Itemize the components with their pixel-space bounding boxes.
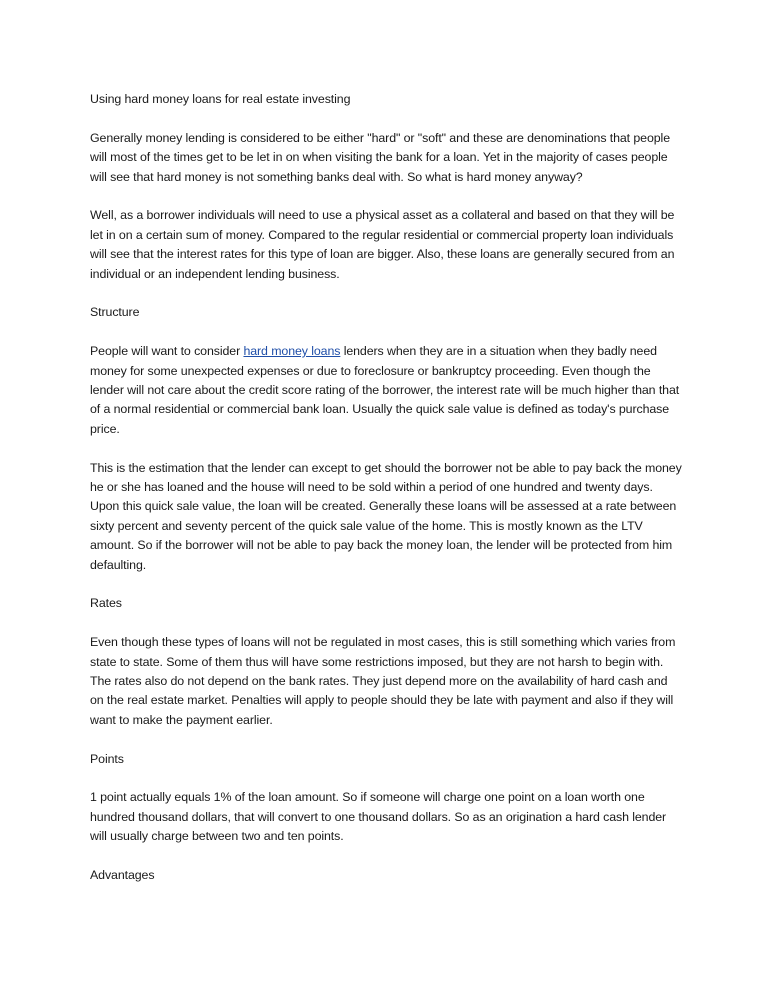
rates-heading: Rates (90, 596, 122, 611)
rates-paragraph: Even though these types of loans will not be regulated in most cases, this is still something which varies from state to state. Some of them thus will have some restrictions imposed, but they are not harsh to begin with. The rates also do not depend on the bank rates. They just depend more on the availability of hard cash and on the real estate market. Penalties will apply to people should they be late with payment and also if they will want to make the payment earlier. (90, 635, 676, 727)
structure-text-after-link: lenders when they are in a situation when they badly need money for some unexpected expenses or due to foreclosure or bankruptcy proceeding. Even though the lender will not care about the credit score rating of the borrower, the interest rate will be much higher than that of a normal residential or commercial bank loan. Usually the quick sale value is defined as today's purchase price. (90, 344, 680, 436)
points-paragraph: 1 point actually equals 1% of the loan amount. So if someone will charge one point on a loan worth one hundred thousand dollars, that will convert to one thousand dollars. So as an origination a hard cash lender will usually charge between two and ten points. (90, 790, 667, 844)
structure-text-before-link: People will want to consider (90, 344, 244, 359)
structure-paragraph-1 (90, 342, 682, 439)
hard-money-loans-link[interactable]: hard money loans (243, 344, 341, 359)
advantages-heading: Advantages (90, 868, 155, 883)
structure-heading: Structure (90, 305, 140, 320)
document-title: Using hard money loans for real estate investing (90, 92, 351, 106)
document-page (90, 90, 682, 905)
structure-paragraph-2: This is the estimation that the lender can except to get should the borrower not be able to pay back the money he or she has loaned and the house will need to be sold within a period of one hundred and twenty days. Upon this quick sale value, the loan will be created. Generally these loans will be assessed at a rate between sixty percent and seventy percent of the quick sale value of the home. This is mostly known as the LTV amount. So if the borrower will not be able to pay back the money loan, the lender will be protected from him defaulting. (90, 460, 682, 572)
intro-paragraph-2: Well, as a borrower individuals will need to use a physical asset as a collateral and based on that they will be let in on a certain sum of money. Compared to the regular residential or commercial property loan individuals will see that the interest rates for this type of loan are bigger. Also, these loans are generally secured from an individual or an independent lending business. (90, 208, 675, 281)
points-heading: Points (90, 751, 124, 766)
intro-paragraph-1: Generally money lending is considered to be either "hard" or "soft" and these are denominations that people will most of the times get to be let in on when visiting the bank for a loan. Yet in the majority of cases people will see that hard money is not something banks deal with. So what is hard money anyway? (90, 130, 670, 184)
